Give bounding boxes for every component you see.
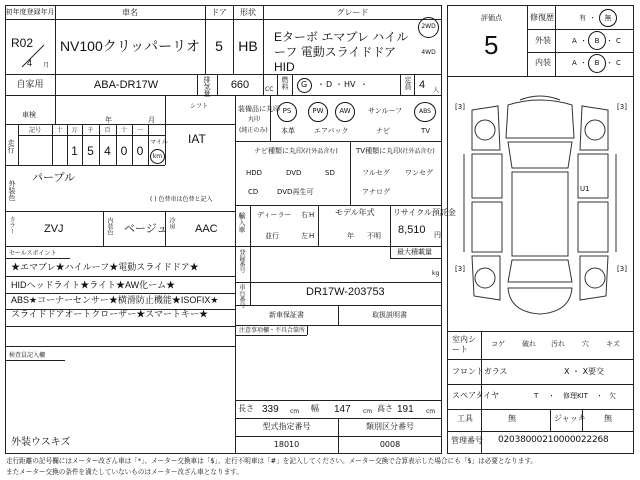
- sales-points-label: セールスポイント: [9, 250, 57, 257]
- first-reg-month-unit: 月: [43, 62, 50, 69]
- marker-value: 3: [457, 265, 463, 273]
- capacity-label: 定員: [404, 76, 412, 90]
- diagram-front-right-fender: [580, 106, 608, 150]
- score-label: 評価点: [481, 14, 502, 22]
- equipment-label: 装備品に丸印: [238, 105, 280, 113]
- import-left: 左: [301, 232, 308, 240]
- diagram-marker-rear-left: [3]: [455, 265, 465, 273]
- recycle-label: リサイクル預託金: [393, 208, 456, 217]
- exterior-grade-c: C: [616, 37, 621, 45]
- repair-sep: ・: [589, 14, 596, 22]
- chassis-label: 車台番号: [238, 284, 245, 308]
- mileage-digit: 5: [87, 144, 94, 158]
- sales-point-line: HIDヘッドライト★ライト★AW化ーム★: [11, 280, 176, 290]
- usage-type: 自家用: [16, 80, 44, 90]
- navi-sd: SD: [325, 169, 335, 177]
- model-code: ABA-DR17W: [93, 79, 159, 91]
- navi-hdd: HDD: [246, 169, 263, 177]
- car-damage-diagram: [450, 80, 630, 330]
- diagram-front-right-wheel: [585, 120, 605, 140]
- equipment-abs: ABS: [419, 108, 431, 115]
- diagram-front-left-wheel: [475, 120, 495, 140]
- width-unit: cm: [363, 408, 373, 415]
- diagram-marker-u1: U1: [580, 185, 590, 193]
- seat-tear: 破れ: [522, 340, 536, 348]
- exterior-grade-sep: ・: [606, 37, 613, 45]
- chassis-value: DR17W-203753: [306, 286, 385, 298]
- model-year-unknown: 不明: [367, 232, 381, 240]
- repair-option-no: 無: [604, 14, 612, 22]
- interior-grade-a: A: [572, 59, 577, 67]
- seat-stain: 汚れ: [551, 340, 565, 348]
- footer-note-line1: 走行距離の記号欄にはメーター改ざん車は「*」、メーター交換車は「$」、走行不明車は「#」を記入してください。メーター交換で合算表示した場合にも「$」は必要となります。: [6, 457, 537, 465]
- sales-point-line: ★エマブレ★ハイルーフ★電動スライドドア★: [11, 262, 199, 272]
- door-count: 5: [215, 38, 223, 54]
- diagram-windshield: [508, 142, 572, 168]
- diagram-front-bumper: [520, 96, 560, 100]
- equipment-sub-circle-hint: [248, 117, 260, 123]
- equipment-airbag: エアバック: [314, 127, 349, 135]
- diagram-rear-left-door: [472, 202, 502, 252]
- import-label: 輸入車: [238, 212, 246, 233]
- mileage-header-symbol: 記号: [28, 127, 41, 134]
- inspector-notes-text: 外装ウスキズ: [11, 437, 71, 448]
- grade-label: グレード: [336, 8, 369, 17]
- diagram-roof: [512, 172, 568, 256]
- sales-point-line: ABS★コーナーセンサー★横滑防止機能★ISOFIX★: [11, 295, 219, 305]
- seat-scratch: キズ: [606, 340, 620, 348]
- height-label: 高さ: [377, 404, 393, 413]
- shift-value: IAT: [188, 132, 206, 146]
- displacement-value: 660: [230, 79, 250, 91]
- exterior-grade-sep: ・: [580, 37, 587, 45]
- exterior-grade-label: 外装: [535, 36, 551, 45]
- diagram-marker-front-right: [3]: [617, 103, 627, 111]
- mileage-unit-km: km: [152, 153, 163, 160]
- marker-value: 3: [619, 265, 625, 273]
- inspection-label: 車検: [22, 111, 36, 119]
- width-value: 147: [334, 404, 351, 415]
- fuel-option-hv: HV: [344, 80, 356, 89]
- length-value: 339: [262, 404, 279, 415]
- import-dealer: ディーラー: [257, 211, 292, 219]
- interior-color-label: 内装色: [106, 217, 113, 235]
- max-load-unit: kg: [432, 270, 440, 277]
- mileage-header-ten-thousand-ten: 十: [56, 127, 63, 134]
- navi-dvd: DVD: [286, 169, 302, 177]
- mileage-header-thousand: 千: [87, 127, 94, 134]
- diagram-rear-left-fender: [472, 256, 500, 300]
- instruction-manual: 取扱説明書: [372, 311, 407, 319]
- import-left-mark: H: [309, 232, 315, 240]
- shift-label: シフト: [190, 103, 209, 110]
- fuel-option-d: D: [326, 80, 333, 89]
- door-label: ドア: [211, 8, 227, 17]
- mileage-header-ten-thousand: 万: [71, 127, 78, 134]
- length-label: 長さ: [238, 404, 254, 413]
- type-spec-label: 型式指定番号: [262, 422, 311, 431]
- displacement-unit: CC: [265, 86, 274, 93]
- repair-option-yes: 有: [579, 14, 586, 22]
- equipment-tv: TV: [421, 127, 431, 135]
- category-label: 類別区分番号: [366, 422, 414, 431]
- first-reg-month: 4: [27, 58, 33, 68]
- inspection-year-unit: 年: [105, 116, 112, 124]
- interior-color-value: ベージュ: [124, 223, 168, 235]
- diagram-rear-bumper: [508, 288, 572, 314]
- spare-tire-t: T: [534, 392, 539, 400]
- repair-history-label: 修復歴: [530, 13, 554, 22]
- color-code-label: カラー: [8, 216, 15, 234]
- import-right-mark: H: [309, 211, 315, 219]
- diagram-rear-glass: [508, 260, 572, 282]
- import-right: 右: [301, 211, 308, 219]
- diagram-marker-front-left: [3]: [455, 103, 465, 111]
- inspector-notes-label: 検査員記入欄: [9, 352, 46, 359]
- length-unit: cm: [290, 408, 300, 415]
- mileage-digit: 0: [136, 144, 144, 158]
- management-number-label: 管理番号: [451, 436, 483, 445]
- fuel-label: 燃料: [281, 76, 289, 90]
- navi-label: [254, 148, 338, 155]
- equipment-navi: ナビ: [376, 127, 390, 135]
- model-year-label: モデル年式: [335, 208, 375, 217]
- fuel-option-g: G: [301, 80, 308, 89]
- spare-tire-repair-kit: 修理KIT: [563, 392, 588, 400]
- overall-score: 5: [484, 30, 499, 60]
- tv-fullseg: フルセグ: [362, 169, 390, 177]
- fuel-sep-1: ・: [317, 80, 325, 89]
- seat-hole: 穴: [582, 340, 589, 348]
- tv-oneseg: ワンセグ: [405, 169, 433, 177]
- tv-analog: アナログ: [362, 188, 390, 196]
- drive-4wd: 4WD: [421, 49, 436, 56]
- mileage-digit: 0: [120, 144, 128, 158]
- front-glass-options: X ・ X要交: [564, 367, 605, 376]
- diagram-front-left-door: [472, 154, 502, 198]
- jack-label: ジャッキ: [554, 414, 586, 423]
- equipment-circle-word: 丸印: [248, 116, 261, 123]
- spare-tire-sep: ・: [548, 392, 555, 400]
- spare-tire-missing: 欠: [609, 392, 616, 400]
- interior-seat-label: [452, 335, 480, 355]
- capacity-value: 4: [419, 79, 426, 91]
- equipment-sunroof: サンルーフ: [368, 107, 403, 115]
- diagram-rear-right-wheel: [585, 268, 605, 288]
- body-shape: HB: [238, 38, 258, 54]
- drive-2wd: 2WD: [421, 23, 436, 30]
- navi-dvd-playback: DVD再生可: [277, 188, 314, 196]
- max-load-label: 最大積載量: [397, 248, 432, 256]
- first-reg-year: R02: [11, 36, 34, 50]
- capacity-unit: 人: [433, 87, 440, 94]
- width-label: 幅: [311, 404, 319, 413]
- tv-label-sub: (社外品含む): [400, 148, 435, 155]
- interior-grade-sep: ・: [580, 59, 587, 67]
- equipment-sub: (純正のみ): [239, 127, 268, 134]
- diagram-hood: [506, 100, 574, 138]
- exterior-grade-a: A: [572, 37, 577, 45]
- mileage-unit-mile: マイル: [150, 139, 168, 146]
- diagram-marker-rear-right: [3]: [617, 265, 627, 273]
- spare-tire-label: スペアタイヤ: [452, 391, 500, 400]
- type-spec-value: 18010: [273, 440, 300, 449]
- car-name: NV100クリッパーリオ: [59, 38, 201, 54]
- import-parallel: 並行: [265, 232, 279, 240]
- category-value: 0008: [379, 440, 401, 449]
- mileage-label: 走行: [7, 139, 15, 153]
- marker-value: 3: [619, 103, 625, 111]
- spare-tire-sep: ・: [596, 392, 603, 400]
- model-year-unit: 年: [347, 232, 354, 240]
- jack-value: 無: [604, 414, 612, 423]
- mileage-header-hundred: 百: [104, 127, 111, 134]
- diagram-rear-right-door: [578, 202, 608, 252]
- exterior-grade-b: B: [594, 37, 600, 45]
- mileage-digit: 1: [71, 144, 78, 158]
- height-unit: cm: [426, 408, 436, 415]
- first-reg-label: 初年度登録年月: [5, 8, 55, 16]
- equipment-aw: AW: [339, 107, 351, 115]
- navi-cd: CD: [248, 188, 259, 196]
- footer-note-line2: またメーター交換の条件を満たしていないものはメーター改ざん車となります。: [6, 468, 243, 476]
- diagram-rear-left-wheel: [475, 268, 495, 288]
- management-number-value: 02038000210000022268: [498, 435, 609, 445]
- interior-grade-label: 内装: [535, 58, 551, 67]
- ac-label: 冷房: [168, 217, 175, 229]
- tools-value: 無: [508, 414, 516, 423]
- seat-burn: コゲ: [491, 340, 505, 348]
- recycle-unit: 円: [434, 231, 441, 239]
- diagram-front-left-fender: [472, 106, 500, 150]
- mileage-digit: 4: [104, 144, 111, 158]
- notes-label: 注意事項欄・不具合箇所: [239, 327, 306, 334]
- sales-point-line: スライドドアオートクローザー★スマートキー★: [11, 309, 209, 319]
- navi-label-text: ナビ種類に丸印: [254, 147, 303, 155]
- recycle-value: 8,510: [398, 224, 426, 236]
- ac-value: AAC: [195, 223, 218, 235]
- tv-label-text: TV種類に丸印: [356, 147, 401, 155]
- color-code-value: ZVJ: [44, 223, 64, 235]
- interior-seat-label-text: 室内シート: [452, 335, 476, 354]
- shape-label: 形状: [240, 8, 256, 17]
- interior-grade-c: C: [616, 59, 621, 67]
- equipment-ps: PS: [282, 107, 292, 115]
- car-name-label: 車名: [122, 8, 138, 17]
- fuel-sep-2: ・: [335, 80, 343, 89]
- mileage-header-one: 一: [136, 127, 143, 134]
- front-glass-label: フロントガラス: [452, 367, 508, 376]
- interior-grade-sep: ・: [606, 59, 613, 67]
- tv-label: [356, 148, 435, 155]
- equipment-pw: PW: [312, 107, 324, 115]
- exterior-color-value: パープル: [32, 172, 76, 184]
- height-value: 191: [397, 404, 414, 415]
- reg-number-label: 登録番号: [238, 249, 245, 273]
- fuel-sep-3: ・: [360, 80, 368, 89]
- tools-label: 工具: [457, 414, 473, 423]
- new-car-warranty: 新車保証書: [269, 311, 304, 319]
- inspection-month-unit: 月: [148, 116, 155, 124]
- navi-label-sub: (社外品含む): [303, 148, 338, 155]
- grade-text: Eターボ エマブレ ハイルーフ 電動スライドドア HID: [274, 30, 409, 74]
- color-change-note: ( ) 色替車は色替と記入: [150, 196, 213, 203]
- mileage-header-ten: 十: [120, 127, 127, 134]
- diagram-rear-right-fender: [580, 256, 608, 300]
- interior-grade-b: B: [594, 59, 600, 67]
- marker-value: 3: [457, 103, 463, 111]
- equipment-leather: 本革: [281, 127, 295, 135]
- displacement-label: 排気量: [203, 76, 211, 97]
- exterior-color-label: 外装色: [8, 180, 16, 201]
